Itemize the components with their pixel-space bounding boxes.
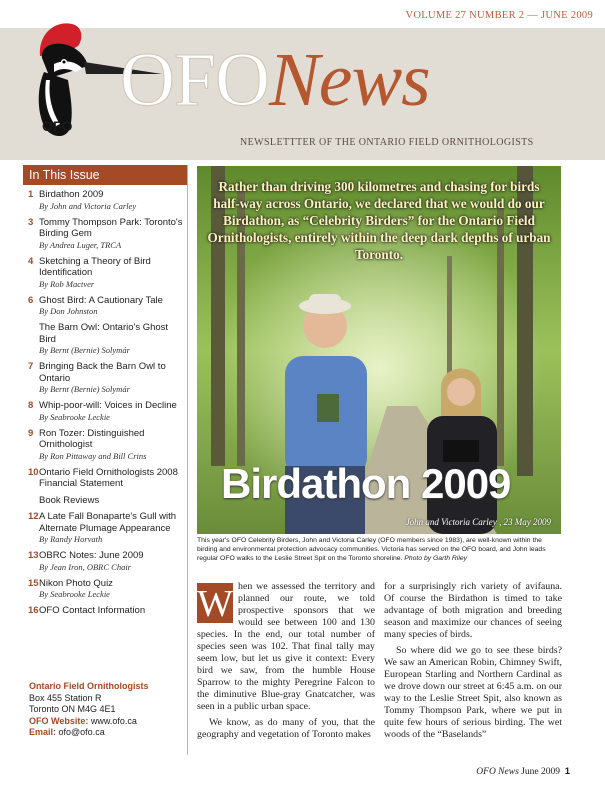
website-line — [29, 716, 189, 728]
toc-author: By Bernt (Bernie) Solymár — [39, 345, 130, 355]
org-name: Ontario Field Ornithologists — [29, 681, 149, 691]
email-label: Email: — [29, 727, 57, 737]
toc-title: Book Reviews — [39, 494, 100, 506]
toc-heading: In This Issue — [23, 165, 187, 185]
toc-item[interactable] — [23, 217, 187, 251]
toc-title: Birdathon 2009 — [39, 189, 104, 200]
toc-item[interactable] — [23, 605, 187, 617]
footer-date: June 2009 — [521, 767, 560, 777]
toc-page-number: 13 — [28, 550, 39, 561]
toc-title: Bringing Back the Barn Owl to Ontario — [39, 361, 166, 384]
toc-entry — [39, 189, 187, 212]
toc-page-number: 6 — [28, 294, 34, 306]
feature-intro: Rather than driving 300 kilometres and chasing for birds half-way across Ontario, we declared that we would do our Birdathon, as “Celebrity Birders” for the Ontario Field Ornithologists, entirely within the deep dark depths of urban Toronto. — [207, 179, 551, 262]
article-paragraph — [197, 581, 375, 713]
toc-entry — [39, 322, 187, 356]
toc-title: Ontario Field Ornithologists 2008 Financial Statement — [39, 466, 178, 489]
toc-item[interactable] — [23, 467, 187, 490]
toc-author: By Bernt (Bernie) Solymár — [39, 384, 130, 394]
toc-title: Nikon Photo Quiz — [39, 577, 113, 589]
toc-list — [23, 189, 187, 617]
address-line-1: Box 455 Station R — [29, 692, 102, 703]
toc-title: Whip-poor-will: Voices in Decline — [39, 400, 177, 411]
caption-text: This year's OFO Celebrity Birders, John and Victoria Carley (OFO members since 1983), are well-known within the birding and environmental protection advocacy communities. Victoria has served on the OFO board, and John leads regular OFO walks to the Leslie Street Spit on the Toronto shoreline. — [197, 537, 546, 562]
toc-item[interactable] — [23, 400, 187, 423]
toc-page-number: 3 — [28, 216, 34, 228]
toc-entry — [39, 256, 187, 290]
email-line — [29, 727, 189, 739]
contact-block — [29, 681, 189, 739]
toc-item[interactable] — [23, 295, 187, 318]
article-paragraph: for a surprisingly rich variety of avifauna. Of course the Birdathon is timed to take advantage of both migration and breeding season and maximize our chances of seeing many species of birds. — [384, 581, 562, 640]
toc-author: By Seabrooke Leckie — [39, 589, 110, 599]
toc-page-number: 12 — [28, 511, 39, 522]
website-label: OFO Website: — [29, 715, 89, 726]
toc-item[interactable] — [23, 495, 187, 507]
article-column-2 — [384, 581, 562, 745]
toc-author: By Seabrooke Leckie — [39, 411, 110, 422]
volume-line: VOLUME 27 NUMBER 2 — JUNE 2009 — [405, 10, 593, 21]
address-line-2: Toronto ON M4G 4E1 — [29, 704, 116, 714]
website-link[interactable]: www.ofo.ca — [90, 715, 137, 726]
toc-author: By Rob Mactver — [39, 278, 95, 289]
toc-page-number: 16 — [28, 605, 39, 616]
toc-entry — [39, 361, 187, 395]
toc-entry — [39, 495, 187, 507]
toc-item[interactable] — [23, 189, 187, 212]
toc-entry — [39, 467, 187, 490]
article-paragraph: So where did we go to see these birds? We saw an American Robin, Chimney Swift, European Starling and Northern Cardinal as we drove down our street at 6:45 a.m. on our way to the Leslie Street Spit, also known as Tommy Thompson Park, where we put in quite few hours of serious birding. The wet woods of the “Baselands” — [384, 645, 562, 740]
table-of-contents — [23, 165, 188, 755]
toc-title: Sketching a Theory of Bird Identification — [39, 255, 151, 278]
toc-title: A Late Fall Bonaparte's Gull with Alternate Plumage Appearance — [39, 511, 176, 534]
toc-entry — [39, 578, 187, 601]
article-column-1 — [197, 581, 375, 745]
toc-title: The Barn Owl: Ontario's Ghost Bird — [39, 322, 169, 345]
toc-author: By Don Johnston — [39, 306, 98, 316]
toc-title: OBRC Notes: June 2009 — [39, 550, 144, 561]
toc-entry — [39, 295, 187, 318]
toc-page-number: 1 — [28, 189, 34, 200]
masthead — [0, 0, 605, 160]
footer-publication: OFO News — [476, 767, 519, 777]
toc-item[interactable] — [23, 361, 187, 395]
logo-label: OFO — [42, 118, 73, 134]
newsletter-title — [120, 40, 430, 120]
toc-entry — [39, 550, 187, 573]
toc-entry — [39, 605, 187, 617]
toc-page-number: 8 — [28, 400, 34, 411]
toc-author: By Jean Iron, OBRC Chair — [39, 561, 131, 572]
email-link[interactable]: ofo@ofo.ca — [58, 727, 105, 737]
toc-item[interactable] — [23, 322, 187, 356]
toc-item[interactable] — [23, 511, 187, 545]
article-text: hen we assessed the territory and planned our route, we told prospective sponsors that we would see between 100 and 130 species. In the end, our total number of species seen was 102. That final tally may seem low, but let us give it context: Every bird we saw, from the humble House Sparrow to the mighty Peregrine Falcon to the diminutive Blue-gray Gnatcatcher, was seen in a public urban space. — [197, 581, 375, 712]
toc-title: OFO Contact Information — [39, 605, 146, 616]
tagline: NEWSLETTTER OF THE ONTARIO FIELD ORNITHOLOGISTS — [240, 137, 534, 148]
title-ofo: OFO — [120, 38, 270, 122]
toc-author: By Andrea Luger, TRCA — [39, 239, 122, 250]
toc-item[interactable] — [23, 256, 187, 290]
toc-title: Ghost Bird: A Cautionary Tale — [39, 294, 163, 306]
toc-item[interactable] — [23, 428, 187, 462]
toc-entry — [39, 217, 187, 251]
feature-photo — [197, 166, 561, 534]
toc-page-number: 4 — [28, 255, 34, 267]
drop-cap: W — [197, 583, 233, 625]
title-news: News — [269, 38, 430, 122]
toc-title: Ron Tozer: Distinguished Ornithologist — [39, 427, 145, 450]
toc-author: By Randy Horvath — [39, 534, 103, 544]
feature-title: Birdathon 2009 — [221, 460, 511, 507]
photo-overlay-caption: John and Victoria Carley , 23 May 2009 — [405, 517, 551, 527]
toc-page-number: 7 — [28, 361, 34, 372]
toc-item[interactable] — [23, 550, 187, 573]
page-footer — [420, 766, 570, 777]
toc-entry — [39, 400, 187, 423]
toc-author: By Ron Pittaway and Bill Crins — [39, 450, 147, 461]
toc-page-number: 15 — [28, 577, 39, 589]
toc-page-number — [23, 495, 39, 507]
toc-page-number — [23, 322, 39, 356]
toc-entry — [39, 428, 187, 462]
toc-author: By John and Victoria Carley — [39, 200, 137, 211]
toc-page-number: 9 — [28, 427, 34, 439]
toc-entry — [39, 511, 187, 545]
toc-item[interactable] — [23, 578, 187, 601]
photo-credit: Photo by Garth Riley — [404, 555, 468, 562]
toc-page-number: 10 — [28, 466, 39, 478]
page-number: 1 — [564, 766, 570, 777]
toc-title: Tommy Thompson Park: Toronto's Birding Gem — [39, 216, 183, 239]
photo-caption — [197, 536, 561, 563]
article-paragraph: We know, as do many of you, that the geography and vegetation of Toronto makes — [197, 717, 375, 740]
